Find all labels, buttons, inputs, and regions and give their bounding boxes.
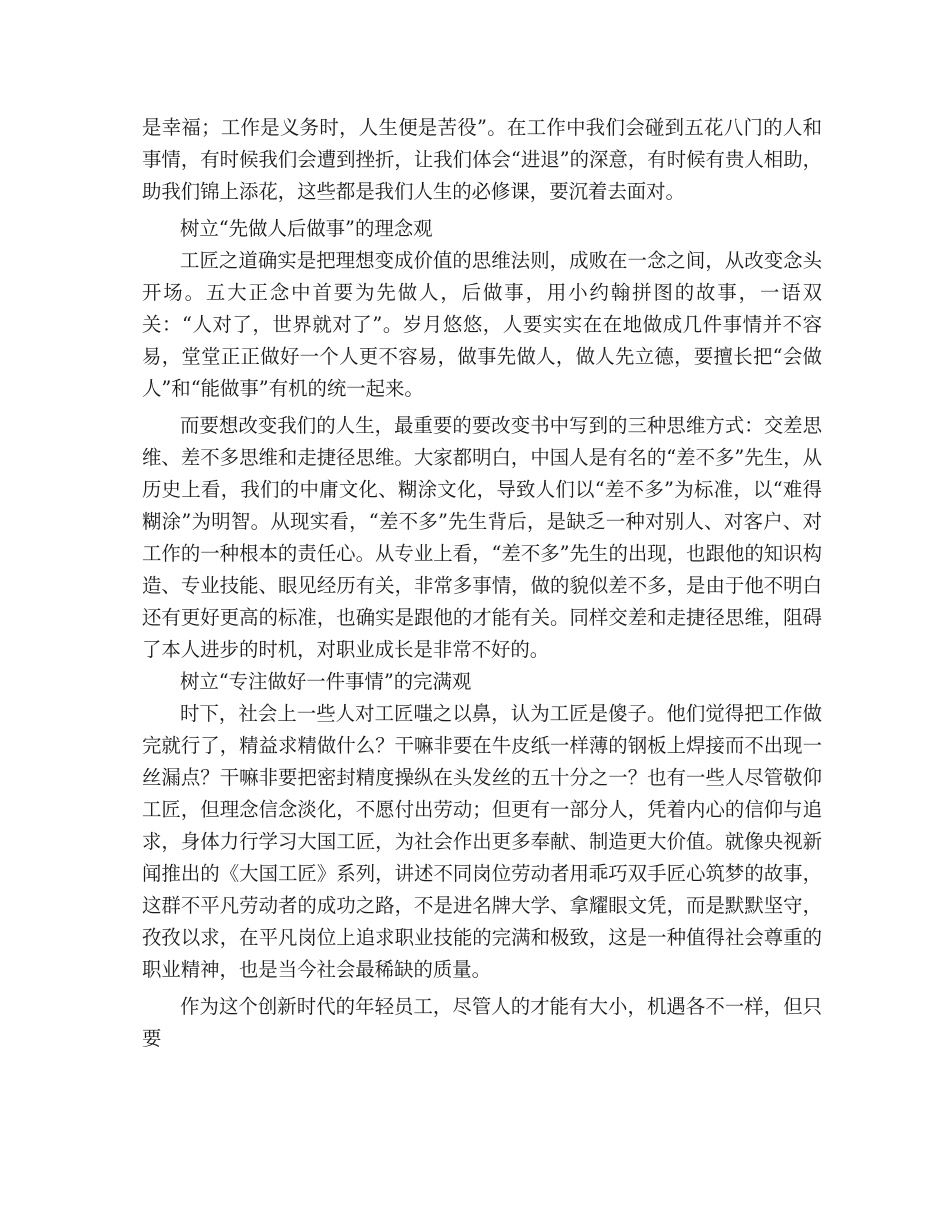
section-heading: 树立“专注做好一件事情”的完满观 [180, 670, 472, 693]
section-heading: 树立“先做人后做事”的理念观 [180, 217, 433, 240]
body-paragraph: 是幸福；工作是义务时，人生便是苦役”。在工作中我们会碰到五花八门的人和事情，有时候我们会遭到挫折，让我们体会“进退”的深意，有时候有贵人相助，助我们锦上添花，这些都是我们人生的必修课，要沉着去面对。 [142, 116, 822, 203]
body-paragraph: 而要想改变我们的人生，最重要的要改变书中写到的三种思维方式：交差思维、差不多思维和走捷径思维。大家都明白，中国人是有名的“差不多”先生，从历史上看，我们的中庸文化、糊涂文化，导致人们以“差不多”为标准，以“难得糊涂”为明智。从现实看，“差不多”先生背后，是缺乏一种对别人、对客户、对工作的一种根本的责任心。从专业上看，“差不多”先生的出现，也跟他的知识构造、专业技能、眼见经历有关，非常多事情，做的貌似差不多，是由于他不明白还有更好更高的标准，也确实是跟他的才能有关。同样交差和走捷径思维，阻碍了本人进步的时机，对职业成长是非常不好的。 [142, 414, 822, 661]
body-paragraph: 时下，社会上一些人对工匠嗤之以鼻，认为工匠是傻子。他们觉得把工作做完就行了，精益求精做什么？干嘛非要在牛皮纸一样薄的钢板上焊接而不出现一丝漏点？干嘛非要把密封精度操纵在头发丝的五十分之一？也有一些人尽管敬仰工匠，但理念信念淡化，不愿付出劳动；但更有一部分人，凭着内心的信仰与追求，身体力行学习大国工匠，为社会作出更多奉献、制造更大价值。就像央视新闻推出的《大国工匠》系列，讲述不同岗位劳动者用乖巧双手匠心筑梦的故事，这群不平凡劳动者的成功之路，不是进名牌大学、拿耀眼文凭，而是默默坚守，孜孜以求，在平凡岗位上追求职业技能的完满和极致，这是一种值得社会尊重的职业精神，也是当今社会最稀缺的质量。 [142, 702, 822, 981]
body-paragraph: 工匠之道确实是把理想变成价值的思维法则，成败在一念之间，从改变念头开场。五大正念中首要为先做人，后做事，用小约翰拼图的故事，一语双关：“人对了，世界就对了”。岁月悠悠，人要实实在在地做成几件事情并不容易，堂堂正正做好一个人更不容易，做事先做人，做人先立德，要擅长把“会做人”和“能做事”有机的统一起来。 [142, 249, 822, 400]
document-body [142, 112, 822, 1055]
body-paragraph: 作为这个创新时代的年轻员工，尽管人的才能有大小，机遇各不一样，但只要 [142, 995, 822, 1050]
